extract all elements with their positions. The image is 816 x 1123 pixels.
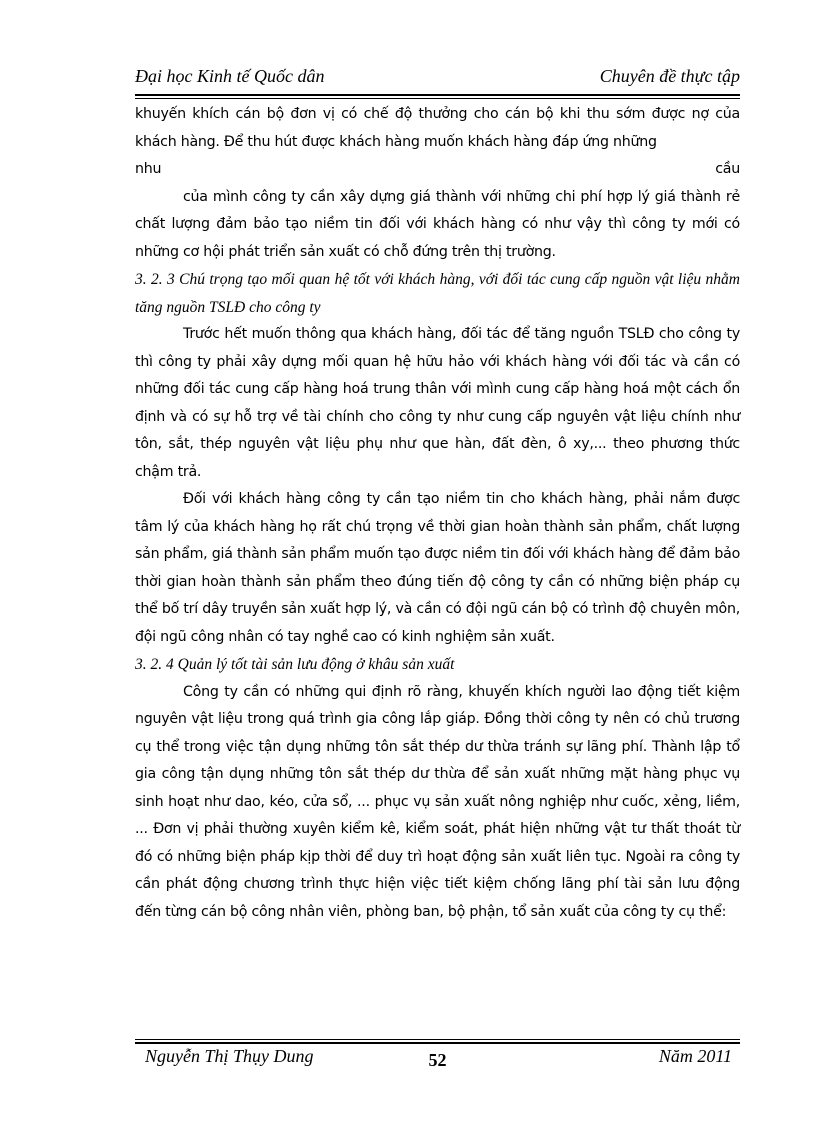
header-rule-thin bbox=[135, 98, 740, 99]
footer-author: Nguyễn Thị Thụy Dung bbox=[145, 1046, 314, 1066]
paragraph-4: Đối với khách hàng công ty cần tạo niềm tin cho khách hàng, phải nắm được tâm lý của khách hàng họ rất chú trọng về thời gian hoàn thành sản phẩm, chất lượng sản phẩm, giá thành sản phẩm muốn tạo được niềm tin đối với khách hàng để đảm bảo thời gian hoàn thành sản phẩm theo đúng tiến độ công ty cần có những biện pháp cụ thể bố trí dây truyền sản xuất hợp lý, và cần có đội ngũ cán bộ có trình độ chuyên môn, đội ngũ công nhân có tay nghề cao có kinh nghiệm sản xuất. bbox=[135, 491, 740, 645]
word-cau: cầu bbox=[715, 161, 740, 177]
paragraph-1-tail bbox=[135, 156, 740, 184]
paragraph-1: khuyến khích cán bộ đơn vị có chế độ thưởng cho cán bộ khi thu sớm được nợ của khách hàng. Để thu hút được khách hàng muốn khách hàng đáp ứng những bbox=[135, 106, 740, 150]
document-body bbox=[135, 101, 740, 926]
page-header bbox=[135, 66, 740, 87]
footer-year: Năm 2011 bbox=[658, 1046, 732, 1066]
paragraph-2: của mình công ty cần xây dựng giá thành với những chi phí hợp lý giá thành rẻ chất lượng đảm bảo tạo niềm tin đối với khách hàng có như vậy thì công ty mới có những cơ hội phát triển sản xuất có chỗ đứng trên thị trường. bbox=[135, 188, 740, 260]
section-heading-3-2-4: 3. 2. 4 Quản lý tốt tài sản lưu động ở khâu sản xuất bbox=[135, 656, 455, 673]
header-rule-thick bbox=[135, 94, 740, 96]
word-nhu: nhu bbox=[135, 161, 162, 177]
paragraph-3: Trước hết muốn thông qua khách hàng, đối tác để tăng nguồn TSLĐ cho công ty thì công ty phải xây dựng mối quan hệ hữu hảo với khách hàng với đối tác và cần có những đối tác cung cấp hàng hoá trung thân với mình cung cấp hàng hoá một cách ổn định và có sự hỗ trợ về tài chính cho công ty như cung cấp nguyên vật liệu chính như tôn, sắt, thép nguyên vật liệu phụ như que hàn, đất đèn, ô xy,... theo phương thức chậm trả. bbox=[135, 326, 740, 480]
page-number: 52 bbox=[428, 1050, 447, 1070]
header-report-type: Chuyên đề thực tập bbox=[599, 66, 740, 86]
paragraph-5: Công ty cần có những qui định rõ ràng, khuyến khích người lao động tiết kiệm nguyên vật liệu trong quá trình gia công lắp giáp. Đồng thời công ty nên có chủ trương cụ thể trong việc tận dụng những tôn sắt thép dư thừa tránh sự lãng phí. Thành lập tổ gia công tận dụng những tôn sắt thép dư thừa để sản xuất những mặt hàng phục vụ sinh hoạt như dao, kéo, cửa sổ, ... phục vụ sản xuất nông nghiệp như cuốc, xẻng, liềm, ... Đơn vị phải thường xuyên kiểm kê, kiểm soát, phát hiện những vật tư thất thoát từ đó có những biện pháp kịp thời để duy trì hoạt động sản xuất liên tục. Ngoài ra công ty cần phát động chương trình thực hiện việc tiết kiệm chống lãng phí tài sản lưu động đến từng cán bộ công nhân viên, phòng ban, bộ phận, tổ sản xuất của công ty cụ thể: bbox=[135, 683, 740, 920]
footer-rule-thick bbox=[135, 1042, 740, 1044]
footer-rule-thin bbox=[135, 1039, 740, 1040]
page-footer bbox=[135, 1046, 740, 1076]
header-university: Đại học Kinh tế Quốc dân bbox=[135, 66, 325, 86]
section-heading-3-2-3: 3. 2. 3 Chú trọng tạo mối quan hệ tốt với khách hàng, với đối tác cung cấp nguồn vật liệu nhằm tăng nguồn TSLĐ cho công ty bbox=[135, 271, 740, 316]
